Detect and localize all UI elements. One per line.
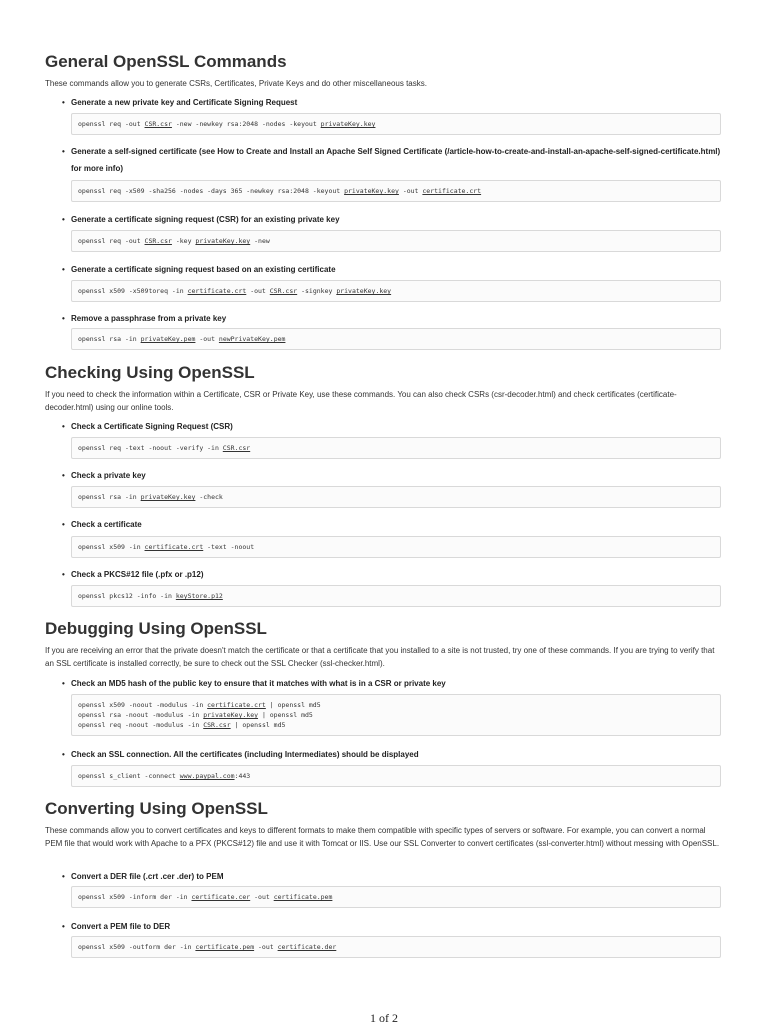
code-line [78, 591, 714, 601]
item-label: Check a Certificate Signing Request (CSR) [71, 422, 233, 431]
code-block[interactable] [71, 936, 721, 958]
code-link[interactable]: keyStore.p12 [175, 592, 223, 600]
code-line [78, 720, 714, 730]
code-text: -signkey [297, 287, 337, 295]
bullet-icon: • [62, 872, 65, 881]
code-link[interactable]: privateKey.key [140, 493, 196, 501]
item-label: Convert a PEM file to DER [71, 922, 171, 931]
code-text: | openssl md5 [258, 711, 313, 719]
bullet-icon: • [62, 314, 65, 323]
list-item [62, 261, 722, 278]
section-intro-debugging: If you are receiving an error that the private doesn't match the certificate or that a certificate that you installed to a site is not trusted, try one of these commands. If you are trying to verify that an SSL certificate is installed correctly, be sure to check out the SSL Checker (ssl-checker.html). [45, 646, 715, 668]
section-intro-checking: If you need to check the information within a Certificate, CSR or Private Key, use these commands. You can also check CSRs (csr-decoder.html) and check certificates (certificate-decoder.html) using our online tools. [45, 390, 677, 412]
code-text: -out [398, 187, 423, 195]
bullet-icon: • [62, 215, 65, 224]
code-block[interactable] [71, 113, 721, 135]
bullet-icon: • [62, 750, 65, 759]
item-label: Check a certificate [71, 520, 142, 529]
code-line [78, 286, 714, 296]
code-line [78, 236, 714, 246]
bullet-icon: • [62, 570, 65, 579]
code-link[interactable]: CSR.csr [144, 237, 172, 245]
code-link[interactable]: CSR.csr [222, 444, 251, 452]
code-text: openssl x509 -in [78, 543, 145, 551]
item-label: Check a private key [71, 471, 146, 480]
code-link[interactable]: CSR.csr [269, 287, 298, 295]
code-block[interactable] [71, 536, 721, 558]
code-link[interactable]: certificate.crt [422, 187, 482, 195]
code-block[interactable] [71, 280, 721, 302]
code-link[interactable]: CSR.csr [144, 120, 172, 128]
code-link[interactable]: privateKey.key [344, 187, 399, 195]
code-text: -out [250, 893, 274, 901]
code-line [78, 186, 714, 196]
code-text: | openssl md5 [230, 721, 286, 729]
code-link[interactable]: privateKey.pem [140, 335, 196, 343]
list-item [62, 94, 722, 111]
section-title-checking: Checking Using OpenSSL [45, 363, 255, 382]
code-line [78, 892, 714, 902]
code-text: openssl x509 -outform der -in [78, 943, 196, 951]
section-intro-general: These commands allow you to generate CSRs, Certificates, Private Keys and do other miscellaneous tasks. [45, 79, 427, 88]
list-item [62, 566, 722, 583]
list-item [62, 918, 722, 935]
section-title-debugging: Debugging Using OpenSSL [45, 619, 267, 638]
code-line [78, 942, 714, 952]
code-text: openssl pkcs12 -info -in [78, 592, 176, 600]
code-block[interactable] [71, 694, 721, 736]
code-block[interactable] [71, 437, 721, 459]
code-link[interactable]: newPrivateKey.pem [218, 335, 286, 343]
code-link[interactable]: privateKey.key [195, 237, 251, 245]
section-intro-converting: These commands allow you to convert certificates and keys to different formats to make them compatible with specific types of servers or software. For example, you can convert a normal PEM file that would work with Apache to a PFX (PKCS#12) file and use it with Tomcat or IIS. Use our SSL Converter to convert certificates (ssl-converter.html) without messing with OpenSSL. [45, 826, 720, 848]
code-block[interactable] [71, 328, 721, 350]
code-block[interactable] [71, 230, 721, 252]
code-link[interactable]: certificate.der [277, 943, 337, 951]
code-block[interactable] [71, 585, 721, 607]
code-line [78, 700, 714, 710]
code-text: :443 [234, 772, 251, 780]
code-text: openssl x509 -x509toreq -in [78, 287, 188, 295]
code-block[interactable] [71, 486, 721, 508]
code-text: openssl rsa -noout -modulus -in [78, 711, 204, 719]
bullet-icon: • [62, 422, 65, 431]
code-text: -out [246, 287, 270, 295]
code-text: -out [195, 335, 219, 343]
code-text: openssl req -noout -modulus -in [78, 721, 204, 729]
code-text: -check [195, 493, 223, 501]
code-line [78, 492, 714, 502]
item-label: Generate a certificate signing request (CSR) for an existing private key [71, 215, 340, 224]
code-text: -out [254, 943, 278, 951]
item-label: Check an SSL connection. All the certificates (including Intermediates) should be displayed [71, 750, 419, 759]
bullet-icon: • [62, 679, 65, 688]
code-line [78, 771, 714, 781]
code-block[interactable] [71, 886, 721, 908]
bullet-icon: • [62, 471, 65, 480]
item-label: Generate a self-signed certificate (see How to Create and Install an Apache Self Signed Certificate (/article-how-to-create-and-install-an-apache-self-signed-certificate.html) for more info) [71, 147, 721, 173]
code-link[interactable]: certificate.pem [273, 893, 333, 901]
bullet-icon: • [62, 147, 65, 156]
code-block[interactable] [71, 180, 721, 202]
code-link[interactable]: certificate.cer [191, 893, 251, 901]
code-link[interactable]: CSR.csr [203, 721, 231, 729]
code-link[interactable]: certificate.crt [144, 543, 204, 551]
list-item [62, 143, 722, 177]
list-item [62, 746, 722, 763]
list-item [62, 211, 722, 228]
code-link[interactable]: certificate.crt [187, 287, 247, 295]
code-text: openssl s_client -connect [78, 772, 180, 780]
code-link[interactable]: certificate.crt [207, 701, 266, 709]
list-item [62, 516, 722, 533]
code-text: openssl rsa -in [78, 493, 141, 501]
list-item [62, 418, 722, 435]
list-item [62, 675, 722, 692]
item-label: Generate a new private key and Certificate Signing Request [71, 98, 298, 107]
page-number: 1 of 2 [370, 1011, 398, 1025]
list-item [62, 310, 722, 327]
item-label: Generate a certificate signing request based on an existing certificate [71, 265, 336, 274]
code-text: -new [250, 237, 270, 245]
item-label: Remove a passphrase from a private key [71, 314, 227, 323]
section-title-general: General OpenSSL Commands [45, 52, 287, 71]
bullet-icon: • [62, 520, 65, 529]
code-text: openssl req -text -noout -verify -in [78, 444, 223, 452]
code-line [78, 542, 714, 552]
code-link[interactable]: www.paypal.com [179, 772, 235, 780]
code-text: openssl req -out [78, 120, 145, 128]
code-text: openssl x509 -inform der -in [78, 893, 192, 901]
code-line [78, 443, 714, 453]
code-text: openssl req -out [78, 237, 145, 245]
code-text: openssl x509 -noout -modulus -in [78, 701, 208, 709]
item-label: Check a PKCS#12 file (.pfx or .p12) [71, 570, 204, 579]
code-link[interactable]: certificate.pem [195, 943, 255, 951]
code-line [78, 710, 714, 720]
bullet-icon: • [62, 922, 65, 931]
code-text: -key [171, 237, 196, 245]
code-line [78, 119, 714, 129]
code-text: | openssl md5 [265, 701, 321, 709]
item-label: Convert a DER file (.crt .cer .der) to PEM [71, 872, 224, 881]
code-link[interactable]: privateKey.key [336, 287, 392, 295]
list-item [62, 868, 722, 885]
code-link[interactable]: privateKey.key [320, 120, 376, 128]
bullet-icon: • [62, 98, 65, 107]
code-link[interactable]: privateKey.key [203, 711, 259, 719]
code-text: -text -noout [203, 543, 255, 551]
code-text: -new -newkey rsa:2048 -nodes -keyout [171, 120, 321, 128]
code-block[interactable] [71, 765, 721, 787]
code-line [78, 334, 714, 344]
code-text: openssl rsa -in [78, 335, 141, 343]
item-label: Check an MD5 hash of the public key to ensure that it matches with what is in a CSR or private key [71, 679, 446, 688]
list-item [62, 467, 722, 484]
bullet-icon: • [62, 265, 65, 274]
code-text: openssl req -x509 -sha256 -nodes -days 365 -newkey rsa:2048 -keyout [78, 187, 345, 195]
section-title-converting: Converting Using OpenSSL [45, 799, 268, 818]
